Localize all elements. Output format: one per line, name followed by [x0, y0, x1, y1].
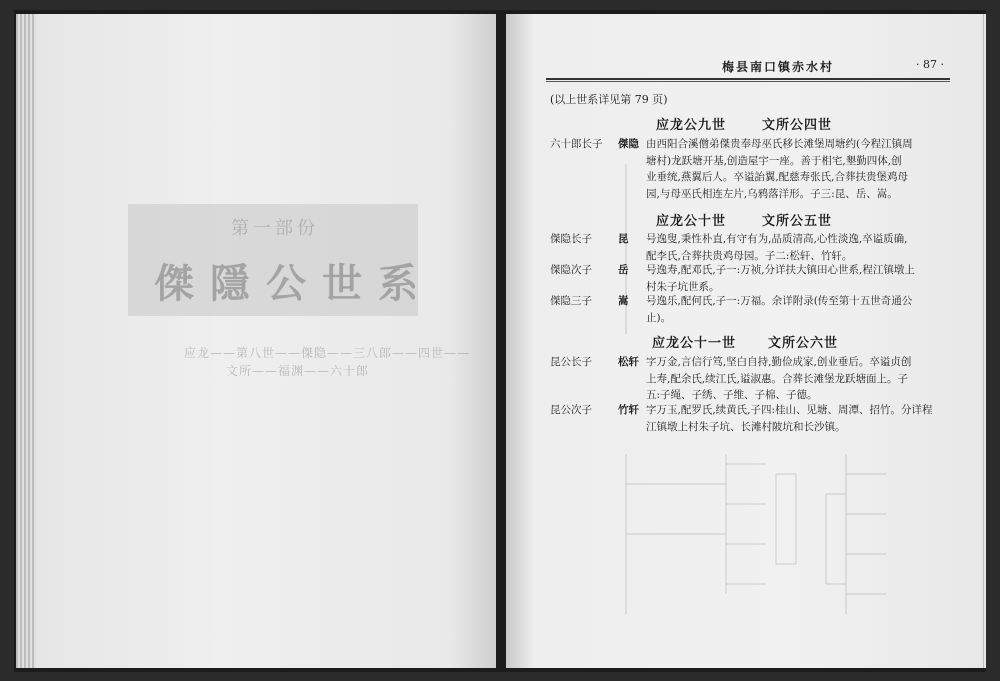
reference-note: (以上世系详见第 79 页) — [550, 93, 668, 106]
section-3-title-b: 文所公六世 — [768, 336, 839, 351]
entry-name: 松轩 — [618, 356, 639, 368]
running-header — [546, 58, 946, 76]
desc-line: 字万金,言信行笃,坚白自持,勤俭成家,创业垂后。卒谥贞创 — [646, 356, 912, 368]
entry-name: 昆 — [618, 233, 629, 245]
entry-description — [646, 231, 956, 264]
entry-song — [550, 293, 950, 327]
desc-line: 号逸乐,配何氏,子一:万福。余详附录(传至第十五世奇通公 — [646, 295, 913, 307]
entry-description — [646, 293, 956, 326]
section-1-title-b: 文所公四世 — [762, 118, 833, 133]
entry-description — [646, 354, 956, 404]
desc-line: 业垂统,燕翼后人。卒谥詒翼,配慈寿张氏,合葬扶贵堡鸡母 — [646, 171, 909, 183]
desc-line: 号逸叟,秉性朴直,有守有为,品质清高,心性淡逸,卒谥质确, — [646, 233, 908, 245]
entry-name: 傑隐 — [618, 138, 639, 150]
part-label: 第一部份 — [231, 218, 319, 239]
section-2-title-a: 应龙公十世 — [656, 214, 727, 229]
lineage-line-1: 应龙——第八世——傑隐——三八郎——四世—— — [184, 346, 471, 360]
desc-line: 上寿,配余氏,续江氏,谥淑惠。合葬长滩堡龙跃塘面上。子 — [646, 372, 909, 385]
entry-relation: 昆公次子 — [550, 404, 592, 416]
entry-jieyin — [550, 136, 950, 204]
left-page — [36, 14, 496, 668]
entry-relation: 昆公长子 — [550, 356, 592, 368]
desc-line: 由西阳合溪僧弟傑贵奉母巫氏移长滩堡周塘约(今程江镇周 — [646, 138, 913, 150]
desc-line: 号逸寿,配邓氏,子一:万祯,分详扶大镇田心世系,程江镇墩上 — [646, 264, 915, 276]
desc-line: 村朱子坑世系。 — [646, 280, 720, 293]
entry-name: 竹轩 — [618, 404, 639, 416]
entry-kun — [550, 231, 950, 265]
section-3-title-a: 应龙公十一世 — [652, 336, 737, 351]
entry-name: 岳 — [618, 264, 629, 276]
desc-line: 江镇墩上村朱子坑、长滩村陂坑和长沙镇。 — [646, 420, 846, 433]
entry-relation: 六十郎长子 — [550, 138, 603, 150]
entry-name: 嵩 — [618, 295, 629, 307]
entry-relation: 傑隐次子 — [550, 264, 592, 276]
entry-zhuxuan — [550, 402, 950, 436]
desc-line: 字万玉,配罗氏,续黄氏,子四:桂山、见塘、周潭、招竹。分详程 — [646, 404, 933, 416]
desc-line: 园,与母巫氏相连左片,乌鸦落洋形。子三:昆、岳、嵩。 — [646, 187, 898, 200]
header-title: 梅县南口镇赤水村 — [722, 60, 835, 74]
entry-description — [646, 136, 956, 202]
entry-description — [646, 402, 956, 435]
entry-relation: 傑隐三子 — [550, 295, 592, 307]
desc-line: 配李氏,合葬扶贵鸡母园。子二:松轩、竹轩。 — [646, 249, 853, 262]
entry-yue — [550, 262, 950, 296]
lineage-line-2: 文所——福渊——六十郎 — [226, 364, 370, 378]
part-title: 傑隱公世系 — [154, 260, 434, 307]
desc-line: 五:子绳、子绣、子维、子棉、子德。 — [646, 389, 818, 401]
header-rule-thin — [546, 81, 950, 82]
book-spread — [14, 10, 986, 672]
entry-songxuan — [550, 354, 950, 406]
entry-relation: 傑隐长子 — [550, 233, 592, 245]
header-rule — [546, 78, 950, 80]
desc-line: 止)。 — [646, 311, 672, 324]
page-number: · 87 · — [916, 58, 944, 71]
right-page — [506, 14, 982, 668]
show-through-tree-bottom — [536, 444, 956, 644]
section-2-title-b: 文所公五世 — [762, 214, 833, 229]
desc-line: 塘村)龙跃塘开基,创造屋宇一座。善于相宅,墾勤四体,创 — [646, 154, 902, 167]
entry-description — [646, 262, 956, 295]
section-1-title-a: 应龙公九世 — [656, 118, 727, 133]
page-edges-left — [16, 14, 36, 668]
